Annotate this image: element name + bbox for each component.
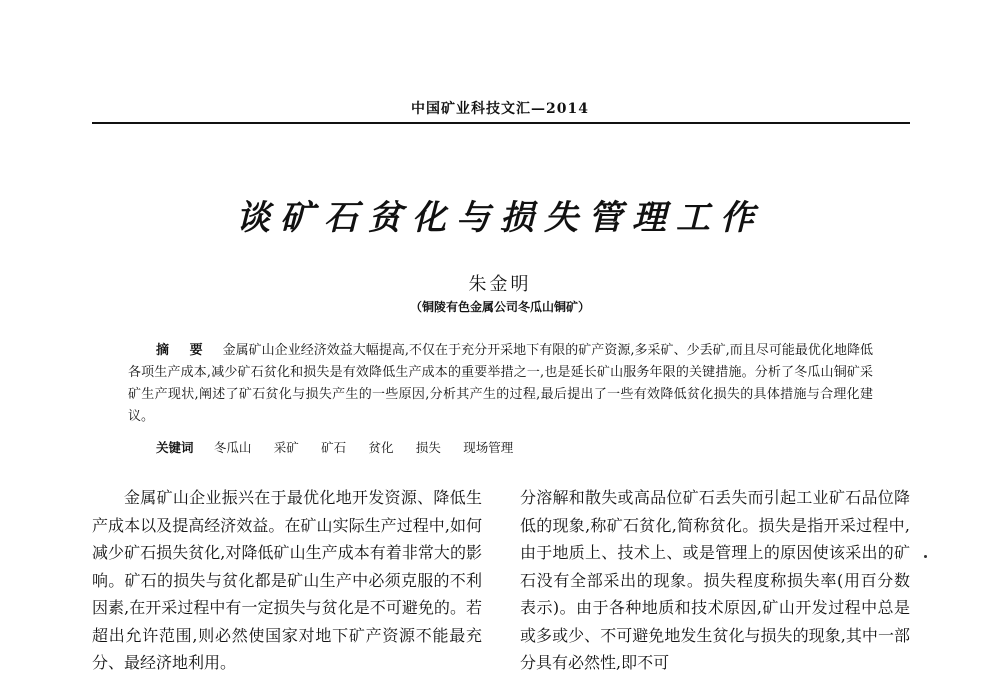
keywords-label: 关键词 — [156, 440, 194, 455]
scan-speck — [924, 555, 927, 558]
body-column-right — [520, 484, 910, 677]
author-affiliation: （铜陵有色金属公司冬瓜山铜矿） — [409, 300, 590, 314]
body-paragraph: 分溶解和散失或高品位矿石丢失而引起工业矿石品位降低的现象,称矿石贫化,简称贫化。损失是指开采过程中,由于地质上、技术上、或是管理上的原因使该采出的矿石没有全部采出的现象。损失程度称损失率(用百分数表示)。由于各种地质和技术原因,矿山开发过程中总是或多或少、不可避免地发生贫化与损失的现象,其中一部分具有必然性,即不可 — [520, 488, 910, 672]
keyword: 现场管理 — [463, 440, 514, 455]
body-paragraph: 金属矿山企业振兴在于最优化地开发资源、降低生产成本以及提高经济效益。在矿山实际生产过程中,如何减少矿石损失贫化,对降低矿山生产成本有着非常大的影响。矿石的损失与贫化都是矿山生产中必须克服的不利因素,在开采过程中有一定损失与贫化是不可避免的。若超出允许范围,则必然使国家对地下矿产资源不能最充分、最经济地利用。 — [92, 488, 482, 672]
keyword: 贫化 — [368, 440, 394, 455]
keywords — [128, 438, 873, 456]
author-name: 朱金明 — [468, 274, 532, 295]
header-rule — [92, 122, 910, 124]
keyword: 采矿 — [273, 440, 299, 455]
abstract-text: 金属矿山企业经济效益大幅提高,不仅在于充分开采地下有限的矿产资源,多采矿、少丢矿,而且尽可能最优化地降低各项生产成本,减少矿石贫化和损失是有效降低生产成本的重要举措之一,也是延长矿山服务年限的关键措施。分析了冬瓜山铜矿采矿生产现状,阐述了矿石贫化与损失产生的一些原因,分析其产生的过程,最后提出了一些有效降低贫化损失的具体措施与合理化建议。 — [128, 343, 873, 424]
body-column-left — [92, 484, 482, 677]
article-title: 谈矿石贫化与损失管理工作 — [236, 198, 764, 238]
running-head: 中国矿业科技文汇—2014 — [411, 101, 589, 117]
keyword: 冬瓜山 — [213, 440, 252, 455]
abstract — [128, 340, 873, 428]
abstract-label: 摘 要 — [156, 343, 211, 358]
keyword: 损失 — [415, 440, 441, 455]
keyword: 矿石 — [321, 440, 347, 455]
